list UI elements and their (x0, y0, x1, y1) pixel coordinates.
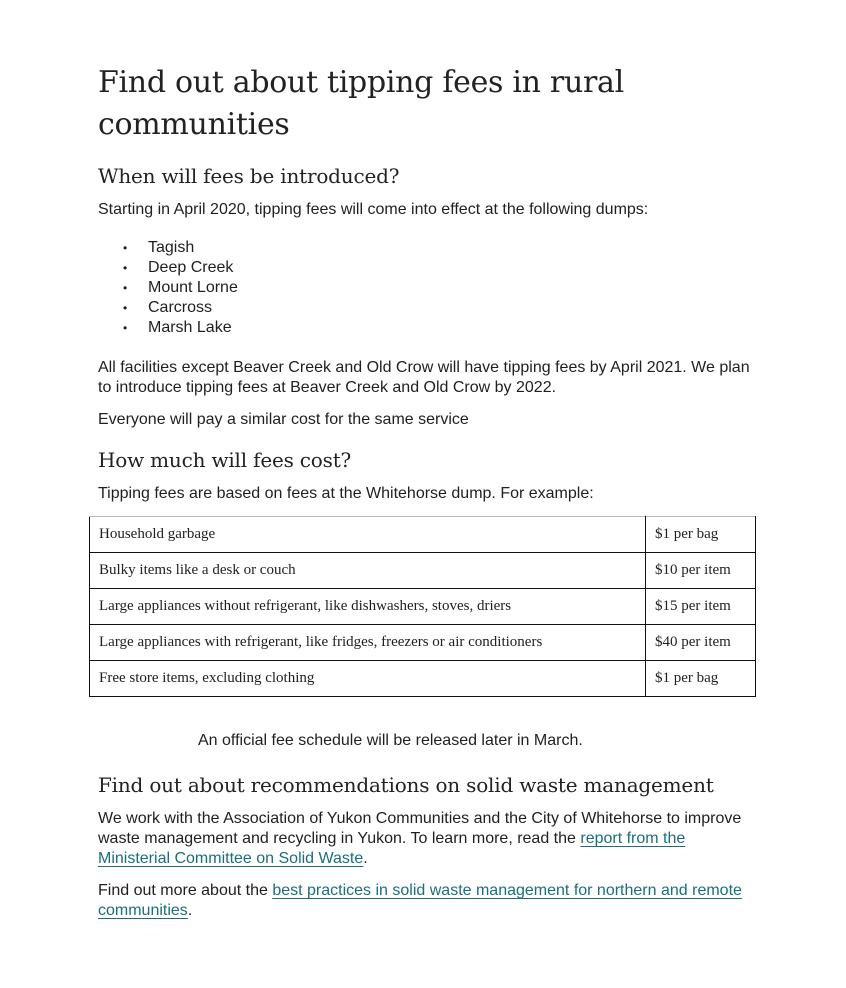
list-item (123, 238, 758, 258)
fee-table (89, 516, 756, 697)
dump-name: Deep Creek (148, 259, 234, 276)
fee-item: Large appliances without refrigerant, like dishwashers, stoves, driers (90, 589, 646, 625)
dump-name: Tagish (148, 239, 195, 256)
fee-item: Free store items, excluding clothing (90, 661, 646, 697)
list-item (123, 258, 758, 278)
same-cost-paragraph: Everyone will pay a similar cost for the same service (98, 411, 469, 428)
period: . (363, 850, 368, 867)
list-item (123, 278, 758, 298)
fee-item: Household garbage (90, 517, 646, 553)
dump-name: Marsh Lake (148, 319, 232, 336)
bullet-icon: • (123, 261, 128, 275)
table-row (90, 589, 756, 625)
dump-name: Mount Lorne (148, 279, 238, 296)
page-title: Find out about tipping fees in rural communities (98, 65, 624, 142)
report-link[interactable]: report from the Ministerial Committee on Solid Waste (98, 830, 686, 867)
fee-price: $10 per item (646, 553, 756, 589)
page-content (98, 62, 758, 933)
bullet-icon: • (123, 301, 128, 315)
section-when-intro: Starting in April 2020, tipping fees will come into effect at the following dumps: (98, 201, 649, 218)
bullet-icon: • (123, 281, 128, 295)
fee-price: $15 per item (646, 589, 756, 625)
best-practices-text: Find out more about the (98, 882, 273, 899)
recommendations-text: We work with the Association of Yukon Communities and the City of Whitehorse to improve waste management and recycling in Yukon. To learn more, read the (98, 810, 742, 847)
fee-price: $40 per item (646, 625, 756, 661)
fee-price: $1 per bag (646, 517, 756, 553)
table-row (90, 517, 756, 553)
section-heading-when: When will fees be introduced? (98, 164, 400, 188)
fee-item: Bulky items like a desk or couch (90, 553, 646, 589)
facilities-paragraph: All facilities except Beaver Creek and Old Crow will have tipping fees by April 2021. We plan to introduce tipping fees at Beaver Creek and Old Crow by 2022. (98, 359, 750, 396)
list-item (123, 298, 758, 318)
period: . (187, 902, 193, 919)
section-heading-recommendations: Find out about recommendations on solid waste management (98, 773, 714, 797)
table-row (90, 625, 756, 661)
fee-schedule-note: An official fee schedule will be released later in March. (198, 732, 583, 749)
fee-price: $1 per bag (646, 661, 756, 697)
table-row (90, 661, 756, 697)
bullet-icon: • (123, 321, 128, 335)
bullet-icon: • (123, 241, 128, 255)
table-row (90, 553, 756, 589)
section-cost-intro: Tipping fees are based on fees at the Whitehorse dump. For example: (98, 485, 594, 502)
recommendations-paragraph (98, 809, 758, 869)
dump-list (98, 238, 758, 338)
best-practices-link[interactable]: best practices in solid waste management for northern and remote communities (98, 882, 742, 919)
fee-item: Large appliances with refrigerant, like fridges, freezers or air conditioners (90, 625, 646, 661)
section-heading-cost: How much will fees cost? (98, 448, 352, 472)
dump-name: Carcross (148, 299, 213, 316)
list-item (123, 318, 758, 338)
best-practices-paragraph (98, 881, 758, 921)
